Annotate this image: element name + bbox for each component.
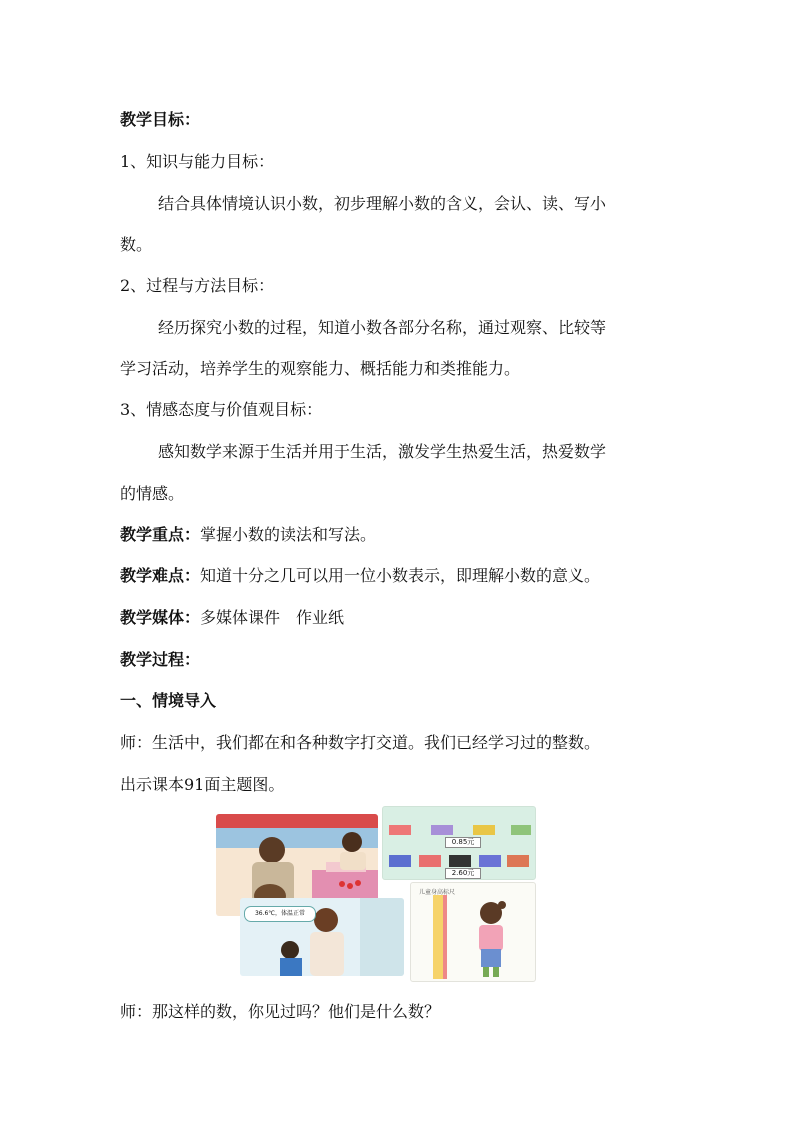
goal3-title: 3、情感态度与价值观目标： [120,400,323,419]
height-chart-panel [410,882,536,982]
process-label: 教学过程： [120,650,201,669]
teaching-media [120,608,344,628]
goal1-text-line1: 结合具体情境认识小数，初步理解小数的含义，会认、读、写小 [158,194,607,213]
media-label: 教学媒体： [120,608,201,627]
height-chart-drawing [411,883,535,981]
price-tag-bottom: 2.60元 [445,868,481,879]
height-chart-label: 儿童身高标尺 [419,889,456,896]
goal3-text-line2: 的情感。 [120,484,185,503]
thermometer-speech-bubble: 36.6℃，体温正常 [244,906,316,922]
section1-title: 一、情境导入 [120,691,217,710]
goal2-title: 2、过程与方法目标： [120,276,275,295]
difficulty-text: 知道十分之几可以用一位小数表示，即理解小数的意义。 [200,566,601,585]
teacher-line-2: 出示课本91面主题图。 [120,775,285,794]
key-point-label: 教学重点： [120,525,201,544]
thermometer-scene-panel [240,898,404,976]
media-text: 多媒体课件 作业纸 [200,608,345,627]
price-tag-top: 0.85元 [445,837,481,848]
goal3-text-line1: 感知数学来源于生活并用于生活，激发学生热爱生活，热爱数学 [158,442,607,461]
teacher-line-1: 师：生活中，我们都在和各种数字打交道。我们已经学习过的整数。 [120,733,601,752]
goal1-title: 1、知识与能力目标： [120,152,275,171]
goal1-text-line2: 数。 [120,235,153,254]
goal2-text-line2: 学习活动，培养学生的观察能力、概括能力和类推能力。 [120,359,521,378]
heading-goals: 教学目标： [120,110,201,129]
difficulty-label: 教学难点： [120,566,201,585]
key-point-text: 掌握小数的读法和写法。 [200,525,377,544]
difficulty-point [120,566,600,586]
goal2-text-line1: 经历探究小数的过程，知道小数各部分名称，通过观察、比较等 [158,318,607,337]
key-point [120,525,376,545]
price-panel [382,806,536,880]
teacher-line-3: 师：那这样的数，你见过吗？他们是什么数？ [120,1002,441,1021]
textbook-theme-illustration [216,806,534,980]
